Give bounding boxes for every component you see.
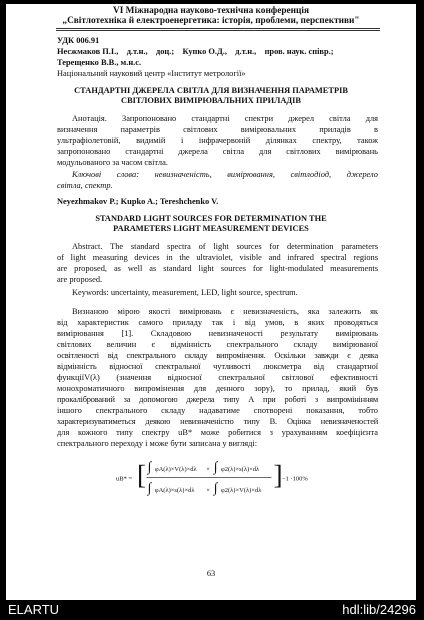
footer-left-label: ELARTU: [8, 602, 60, 617]
authors-ua-line2: Терещенко В.В., м.н.с.: [57, 58, 142, 67]
abstract-ua-line: визначення параметрів світлових вимірювальних приладів в: [57, 125, 378, 134]
footer-handle-label: hdl:lib/24296: [342, 602, 416, 617]
abstract-en-line: are proposed, as well as standard light sources for light-modulated measurements: [57, 264, 378, 273]
abstract-en-line: are proposed.: [57, 275, 103, 284]
body-line: монохроматичного випромінення для денного зору), то прилад, який був: [57, 384, 378, 393]
times-sign: ×: [206, 487, 210, 495]
title-en-line2: PARAMETERS LIGHT MEASUREMENT DEVICES: [113, 224, 309, 233]
abstract-ua-line: ультрафіолетовій, видимій і інфрачервоній ділянках спектру, також: [57, 136, 378, 145]
page-number: 63: [206, 569, 216, 578]
abstract-ua-line: Анотація. Запропоновано стандартні спектри джерел світла для: [72, 114, 378, 123]
affiliation-ua: Національний науковий центр «Інститут метрології»: [57, 69, 246, 78]
authors-ua-line1: Несжмаков П.І., д.т.н., доц.; Купко О.Д., д.т.н., пров. наук. співр.;: [57, 47, 334, 56]
body-line: освітленості від спектрального складу випромінення. Оскільки завжди є деяка: [57, 351, 378, 360]
denominator-left: φA(λ)×s(λ)×dλ: [154, 487, 195, 495]
integral-sign: ∫: [213, 480, 218, 496]
integral-sign: ∫: [213, 459, 218, 475]
numerator-right: φ2(λ)×s(λ)×dλ: [221, 466, 260, 474]
body-line: світлових величин є відмінність спектрального складу вимірюваної: [57, 340, 378, 349]
keywords-en: Keywords: uncertainty, measurement, LED, light source, spectrum.: [72, 288, 298, 297]
title-en-line1: STANDARD LIGHT SOURCES FOR DETERMINATION THE: [95, 214, 327, 223]
abstract-ua-line: модульованого за часом світла.: [57, 158, 168, 167]
body-line: іншого спектрального складу надаватиме спотворені показання, тобто: [57, 406, 378, 415]
numerator-left: φA(λ)×V(λ)×dλ: [154, 466, 197, 474]
denominator-right: φ2(λ)×V(λ)×dλ: [221, 487, 262, 495]
body-line: вимірювання [1]. Складовою невизначеності результату вимірювань: [57, 329, 378, 338]
uncertainty-formula: [116, 454, 326, 502]
keywords-ua-line: Ключові слова: невизначеність, вимірювання, світлодіод, джерело: [72, 170, 378, 179]
times-sign: ×: [206, 466, 210, 474]
body-line: прокалібрований за допомогою джерела типу А при роботі з випромінінням: [57, 395, 378, 404]
title-ua-line1: СТАНДАРТНІ ДЖЕРЕЛА СВІТЛА ДЛЯ ВИЗНАЧЕННЯ ПАРАМЕТРІВ: [74, 86, 348, 95]
left-bracket: [: [137, 459, 147, 490]
formula-tail: −1 ·100%: [281, 475, 308, 483]
authors-en: Neyezhmakov P.; Kupko A.; Tereshchenko V.: [57, 197, 219, 206]
integral-sign: ∫: [147, 459, 152, 475]
body-line: функціїV(λ) (значення відносної спектральної світлової ефективності: [57, 373, 378, 382]
conference-title: VI Міжнародна науково-технічна конференція: [113, 6, 309, 16]
body-line: для кожного типу спектру uB* може робитися з урахуванням коефіцієнта: [57, 428, 378, 437]
body-line: відмінність відносної спектральної чутливості люксметра від стандартної: [57, 362, 378, 371]
footer-bar: [0, 600, 424, 620]
document-page: [6, 4, 416, 600]
right-bracket: ]: [273, 459, 283, 490]
abstract-en-line: of light measuring devices in the ultraviolet, visible and infrared spectral regions: [57, 253, 378, 262]
header-divider-1: [56, 28, 380, 29]
udc-code: УДК 006.91: [57, 36, 100, 45]
formula-lhs: uB* =: [116, 475, 133, 483]
title-ua-line2: СВІТЛОВИХ ВИМІРЮВАЛЬНИХ ПРИЛАДІВ: [121, 96, 301, 105]
integral-sign: ∫: [147, 480, 152, 496]
body-line: від характеристик самого приладу так і від умов, в яких проводяться: [57, 318, 378, 327]
body-line: характеризуватиметься деякою невизначеністю типу В. Оцінка невизначеностей: [57, 417, 378, 426]
body-line: спектрального переходу і може бути записана у вигляді:: [57, 439, 258, 448]
conference-subtitle: „Світлотехніка й електроенергетика: історія, проблеми, перспективи": [62, 16, 360, 26]
body-line: Визнаною мірою якості вимірювань є невизначеність, яка залежить як: [72, 307, 378, 316]
header-divider-2: [56, 30, 380, 31]
abstract-en-line: Abstract. The standard spectra of light sources for determination parameters: [72, 242, 378, 251]
keywords-ua-line: світла, спектр.: [57, 181, 113, 190]
abstract-ua-line: запропоновано стандартні джерела світла для світлових вимірювань: [57, 147, 378, 156]
